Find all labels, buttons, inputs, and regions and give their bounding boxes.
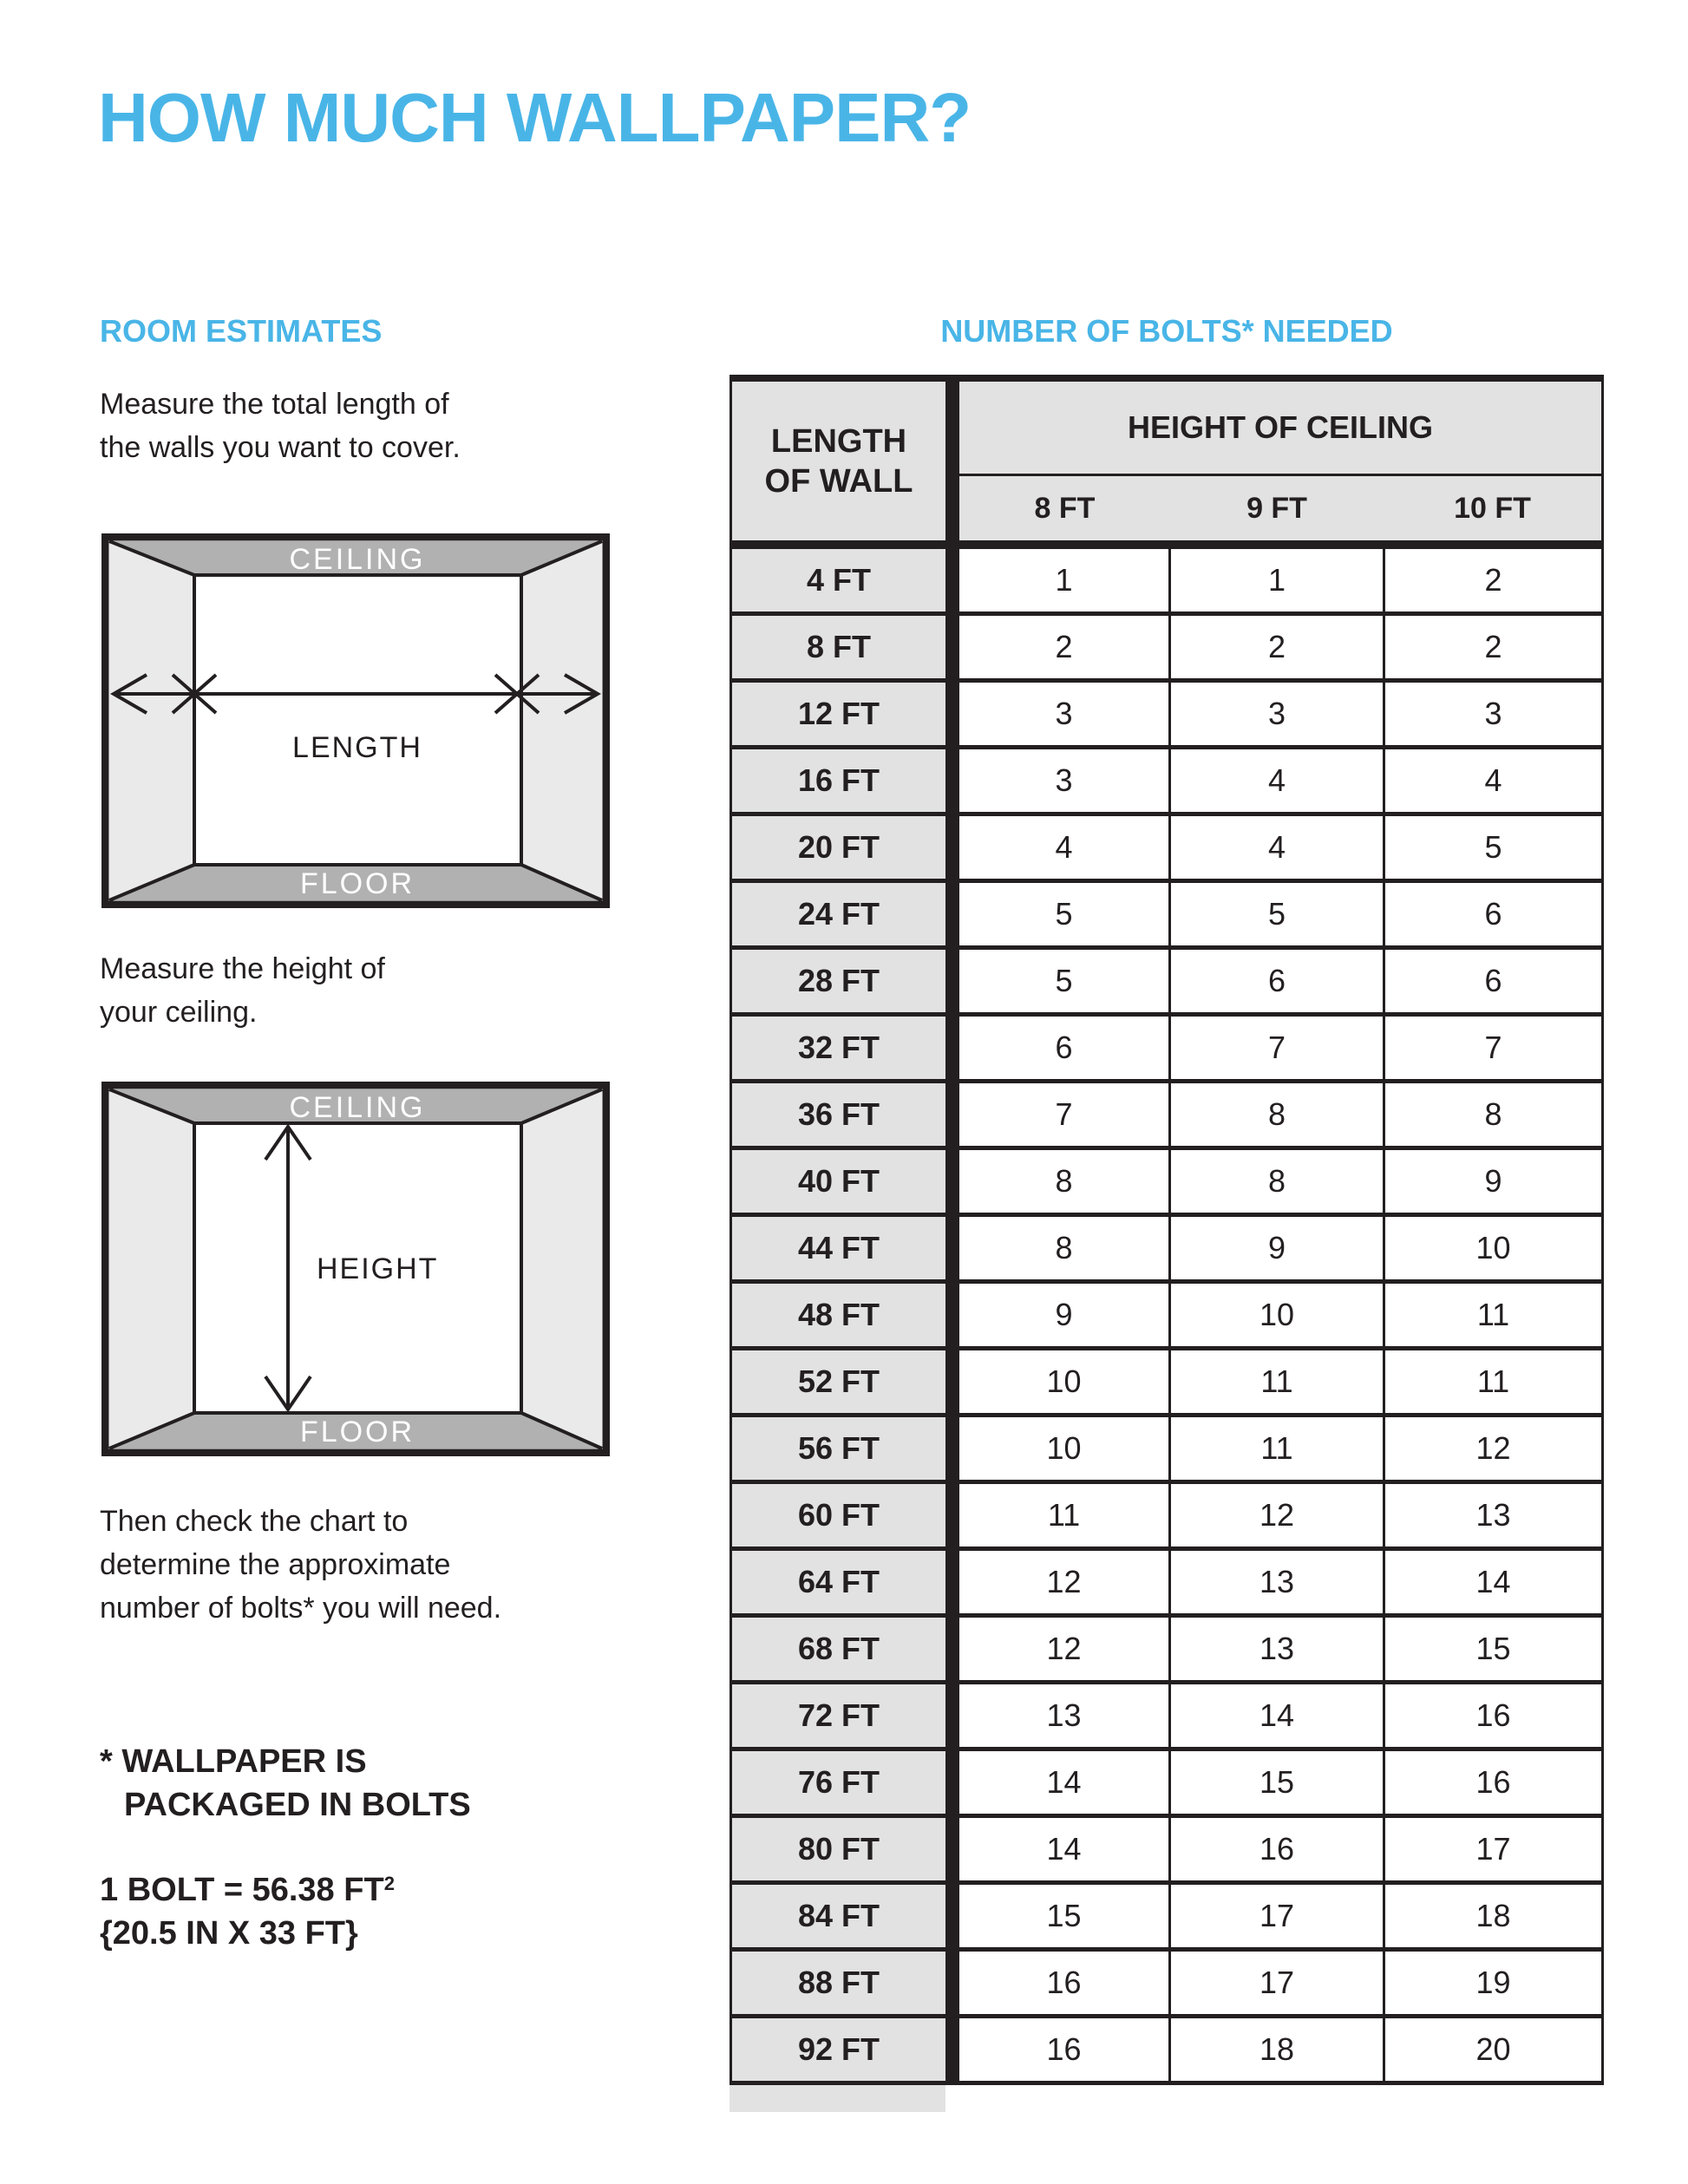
- col-header-8ft: 8 FT: [1034, 491, 1096, 525]
- col-header-10ft: 10 FT: [1454, 491, 1531, 525]
- table-row: [730, 1284, 1604, 1350]
- cell-8ft: 7: [959, 1083, 1171, 1146]
- table-row: [730, 1618, 1604, 1684]
- column-divider: [945, 1684, 959, 1747]
- right-wall: [521, 1089, 602, 1448]
- ceiling-label: CEILING: [289, 543, 426, 576]
- cell-10ft: 9: [1385, 1150, 1604, 1213]
- cell-10ft: 2: [1385, 549, 1604, 611]
- cell-10ft: 17: [1385, 1818, 1604, 1880]
- row-label: 20 FT: [730, 816, 945, 879]
- instruction-chart-line2: determine the approximate: [100, 1548, 451, 1581]
- column-divider: [945, 1751, 959, 1814]
- cell-10ft: 14: [1385, 1551, 1604, 1613]
- column-divider: [945, 683, 959, 745]
- table-row: [730, 1017, 1604, 1083]
- cell-8ft: 3: [959, 683, 1171, 745]
- cell-8ft: 12: [959, 1551, 1171, 1613]
- column-divider: [945, 1618, 959, 1680]
- column-divider: [945, 883, 959, 945]
- left-wall: [109, 541, 194, 900]
- column-divider: [945, 1484, 959, 1546]
- cell-8ft: 9: [959, 1284, 1171, 1346]
- bolt-size-line1-text: 1 BOLT = 56.38 FT: [100, 1872, 384, 1909]
- row-label: 60 FT: [730, 1484, 945, 1546]
- table-row: [730, 1350, 1604, 1417]
- table-row: [730, 1150, 1604, 1217]
- bolt-size-note: [100, 1862, 395, 1955]
- ceiling-height-diagram: [101, 1082, 610, 1456]
- cell-9ft: 7: [1171, 1017, 1385, 1079]
- table-row: [730, 549, 1604, 616]
- cell-8ft: 2: [959, 616, 1171, 678]
- table-row: [730, 1484, 1604, 1551]
- cell-8ft: 3: [959, 749, 1171, 812]
- cell-10ft: 8: [1385, 1083, 1604, 1146]
- table-row: [730, 616, 1604, 683]
- row-label: 4 FT: [730, 549, 945, 611]
- bolts-table: [730, 375, 1604, 2112]
- length-of-wall-line1: LENGTH: [770, 422, 907, 460]
- floor-label: FLOOR: [299, 867, 415, 900]
- cell-8ft: 6: [959, 1017, 1171, 1079]
- cell-10ft: 11: [1385, 1284, 1604, 1346]
- cell-8ft: 10: [959, 1350, 1171, 1413]
- cell-10ft: 12: [1385, 1417, 1604, 1480]
- row-label: 12 FT: [730, 683, 945, 745]
- column-divider: [945, 1150, 959, 1213]
- height-of-ceiling-label: HEIGHT OF CEILING: [1127, 409, 1433, 445]
- height-label: HEIGHT: [317, 1252, 439, 1285]
- cell-9ft: 6: [1171, 950, 1385, 1012]
- row-label: 44 FT: [730, 1217, 945, 1279]
- cell-10ft: 15: [1385, 1618, 1604, 1680]
- cell-9ft: 17: [1171, 1952, 1385, 2014]
- instruction-length-line1: Measure the total length of: [100, 388, 449, 421]
- instruction-chart-line3: number of bolts* you will need.: [100, 1592, 502, 1625]
- cell-9ft: 13: [1171, 1618, 1385, 1680]
- cell-9ft: 10: [1171, 1284, 1385, 1346]
- table-row: [730, 1818, 1604, 1885]
- row-label: 24 FT: [730, 883, 945, 945]
- table-row: [730, 950, 1604, 1017]
- cell-8ft: 13: [959, 1684, 1171, 1747]
- cell-9ft: 18: [1171, 2018, 1385, 2081]
- table-row: [730, 683, 1604, 749]
- cell-10ft: 16: [1385, 1684, 1604, 1747]
- column-divider: [945, 549, 959, 611]
- cell-10ft: 10: [1385, 1217, 1604, 1279]
- wallpaper-footnote: [100, 1740, 471, 1827]
- cell-8ft: 8: [959, 1150, 1171, 1213]
- cell-9ft: 15: [1171, 1751, 1385, 1814]
- cell-9ft: 5: [1171, 883, 1385, 945]
- cell-10ft: 16: [1385, 1751, 1604, 1814]
- column-divider: [945, 1885, 959, 1947]
- length-of-wall-line2: OF WALL: [764, 462, 913, 500]
- cell-8ft: 16: [959, 1952, 1171, 2014]
- bolts-table-heading: NUMBER OF BOLTS* NEEDED: [940, 313, 1393, 349]
- page-title: HOW MUCH WALLPAPER?: [98, 79, 972, 156]
- column-divider: [945, 816, 959, 879]
- cell-9ft: 9: [1171, 1217, 1385, 1279]
- bolt-size-line2: {20.5 IN X 33 FT}: [100, 1915, 358, 1952]
- cell-9ft: 16: [1171, 1818, 1385, 1880]
- cell-8ft: 14: [959, 1751, 1171, 1814]
- instruction-chart-line1: Then check the chart to: [100, 1505, 409, 1538]
- row-label: 68 FT: [730, 1618, 945, 1680]
- table-row: [730, 1684, 1604, 1751]
- row-label: 72 FT: [730, 1684, 945, 1747]
- cell-9ft: 17: [1171, 1885, 1385, 1947]
- cell-9ft: 3: [1171, 683, 1385, 745]
- cell-10ft: 13: [1385, 1484, 1604, 1546]
- cell-8ft: 12: [959, 1618, 1171, 1680]
- wallpaper-footnote-line2: PACKAGED IN BOLTS: [124, 1787, 471, 1823]
- ceiling-label: CEILING: [289, 1091, 426, 1124]
- cell-9ft: 2: [1171, 616, 1385, 678]
- row-label: 16 FT: [730, 749, 945, 812]
- wallpaper-footnote-line1: * WALLPAPER IS: [100, 1743, 367, 1780]
- row-label: 28 FT: [730, 950, 945, 1012]
- row-label: 88 FT: [730, 1952, 945, 2014]
- cell-8ft: 5: [959, 950, 1171, 1012]
- cell-8ft: 14: [959, 1818, 1171, 1880]
- cell-10ft: 2: [1385, 616, 1604, 678]
- cell-8ft: 5: [959, 883, 1171, 945]
- column-divider: [945, 1952, 959, 2014]
- column-divider: [945, 950, 959, 1012]
- column-divider: [945, 1083, 959, 1146]
- cell-9ft: 11: [1171, 1350, 1385, 1413]
- row-label: 76 FT: [730, 1751, 945, 1814]
- column-divider: [945, 1417, 959, 1480]
- floor-label: FLOOR: [299, 1416, 415, 1448]
- cell-9ft: 8: [1171, 1083, 1385, 1146]
- cell-10ft: 20: [1385, 2018, 1604, 2081]
- col-header-9ft: 9 FT: [1246, 491, 1307, 525]
- table-row: [730, 1217, 1604, 1284]
- cell-9ft: 4: [1171, 749, 1385, 812]
- row-label: 80 FT: [730, 1818, 945, 1880]
- table-body: [730, 549, 1604, 2085]
- cell-10ft: 4: [1385, 749, 1604, 812]
- column-divider: [945, 1217, 959, 1279]
- column-divider: [945, 1017, 959, 1079]
- table-row: [730, 749, 1604, 816]
- header-bottom-bar: [730, 540, 1604, 549]
- bolt-size-superscript: 2: [383, 1873, 395, 1894]
- right-wall: [521, 541, 602, 900]
- table-top-bar: [730, 375, 1604, 382]
- instruction-chart: [100, 1500, 501, 1630]
- column-divider: [945, 749, 959, 812]
- cell-10ft: 6: [1385, 950, 1604, 1012]
- instruction-length: [100, 383, 461, 469]
- table-row: [730, 2018, 1604, 2085]
- ceiling-height-header: [959, 382, 1604, 540]
- cell-8ft: 10: [959, 1417, 1171, 1480]
- cell-8ft: 11: [959, 1484, 1171, 1546]
- table-row: [730, 1551, 1604, 1618]
- cell-10ft: 5: [1385, 816, 1604, 879]
- length-of-wall-header: [730, 382, 945, 540]
- cell-8ft: 15: [959, 1885, 1171, 1947]
- room-length-diagram: [101, 533, 610, 908]
- table-row: [730, 1952, 1604, 2018]
- instruction-height: [100, 947, 385, 1034]
- table-row: [730, 883, 1604, 950]
- cell-8ft: 4: [959, 816, 1171, 879]
- row-label: 48 FT: [730, 1284, 945, 1346]
- column-divider: [945, 1818, 959, 1880]
- cell-9ft: 11: [1171, 1417, 1385, 1480]
- row-label: 32 FT: [730, 1017, 945, 1079]
- cell-10ft: 6: [1385, 883, 1604, 945]
- table-row: [730, 1417, 1604, 1484]
- column-divider: [945, 1284, 959, 1346]
- column-divider: [945, 616, 959, 678]
- cell-9ft: 12: [1171, 1484, 1385, 1546]
- left-wall: [109, 1089, 194, 1448]
- instruction-height-line2: your ceiling.: [100, 996, 258, 1029]
- instruction-height-line1: Measure the height of: [100, 952, 385, 985]
- table-row: [730, 1885, 1604, 1952]
- column-divider: [945, 2018, 959, 2081]
- column-divider: [945, 1350, 959, 1413]
- row-label: 36 FT: [730, 1083, 945, 1146]
- row-label: 64 FT: [730, 1551, 945, 1613]
- cell-8ft: 8: [959, 1217, 1171, 1279]
- row-label: 56 FT: [730, 1417, 945, 1480]
- cell-10ft: 18: [1385, 1885, 1604, 1947]
- cell-9ft: 4: [1171, 816, 1385, 879]
- table-bottom-stub: [730, 2085, 945, 2112]
- row-label: 40 FT: [730, 1150, 945, 1213]
- ceiling-subheaders: [959, 476, 1601, 540]
- row-label: 8 FT: [730, 616, 945, 678]
- cell-10ft: 7: [1385, 1017, 1604, 1079]
- cell-10ft: 11: [1385, 1350, 1604, 1413]
- row-label: 92 FT: [730, 2018, 945, 2081]
- row-label: 52 FT: [730, 1350, 945, 1413]
- room-estimates-heading: ROOM ESTIMATES: [100, 313, 383, 349]
- instruction-length-line2: the walls you want to cover.: [100, 431, 461, 464]
- cell-9ft: 1: [1171, 549, 1385, 611]
- cell-9ft: 13: [1171, 1551, 1385, 1613]
- column-divider: [945, 1551, 959, 1613]
- length-label: LENGTH: [292, 731, 422, 764]
- cell-9ft: 8: [1171, 1150, 1385, 1213]
- table-row: [730, 1083, 1604, 1150]
- table-row: [730, 1751, 1604, 1818]
- column-divider: [945, 382, 959, 540]
- cell-10ft: 3: [1385, 683, 1604, 745]
- cell-9ft: 14: [1171, 1684, 1385, 1747]
- cell-10ft: 19: [1385, 1952, 1604, 2014]
- table-row: [730, 816, 1604, 883]
- bolt-size-line1: [100, 1862, 395, 1912]
- cell-8ft: 1: [959, 549, 1171, 611]
- table-header: [730, 382, 1604, 540]
- cell-8ft: 16: [959, 2018, 1171, 2081]
- row-label: 84 FT: [730, 1885, 945, 1947]
